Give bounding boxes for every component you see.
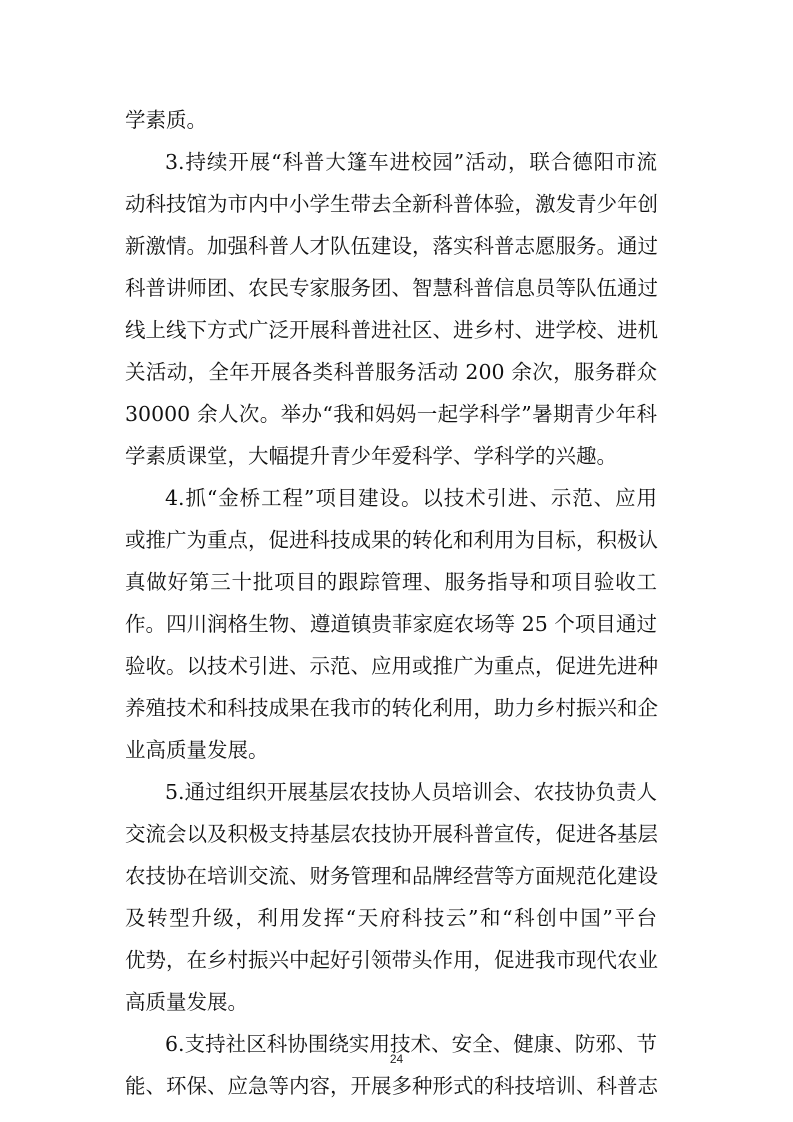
text-line: 及转型升级，利用发挥“天府科技云”和“科创中国”平台: [125, 906, 657, 930]
text-line: 科普讲师团、农民专家服务团、智慧科普信息员等队伍通过: [125, 276, 658, 300]
page-number: 24: [389, 1052, 404, 1066]
text-line: 高质量发展。: [125, 990, 248, 1014]
text-line: 学素质。: [125, 108, 207, 132]
text-line: 业高质量发展。: [125, 738, 269, 762]
text-line: 或推广为重点，促进科技成果的转化和利用为目标，积极认: [125, 528, 658, 552]
text-line: 优势，在乡村振兴中起好引领带头作用，促进我市现代农业: [125, 948, 658, 972]
text-line: 动科技馆为市内中小学生带去全新科普体验，激发青少年创: [125, 192, 658, 216]
text-line: 真做好第三十批项目的跟踪管理、服务指导和项目验收工: [125, 570, 657, 594]
text-line: 线上线下方式广泛开展科普进社区、进乡村、进学校、进机: [125, 318, 658, 342]
text-line: 学素质课堂，大幅提升青少年爱科学、学科学的兴趣。: [125, 444, 617, 468]
text-line: 关活动，全年开展各类科普服务活动 200 余次，服务群众: [125, 360, 657, 384]
text-line: 新激情。加强科普人才队伍建设，落实科普志愿服务。通过: [125, 234, 658, 258]
text-line: 养殖技术和科技成果在我市的转化利用，助力乡村振兴和企: [125, 696, 658, 720]
paragraph-4-start: 4.抓“金桥工程”项目建设。以技术引进、示范、应用: [165, 486, 657, 510]
paragraph-3-start: 3.持续开展“科普大篷车进校园”活动，联合德阳市流: [165, 150, 657, 174]
text-line: 能、环保、应急等内容，开展多种形式的科技培训、科普志: [125, 1074, 658, 1098]
text-line: 30000 余人次。举办“我和妈妈一起学科学”暑期青少年科: [125, 402, 657, 426]
text-line: 农技协在培训交流、财务管理和品牌经营等方面规范化建设: [125, 864, 658, 888]
text-line: 作。四川润格生物、遵道镇贵菲家庭农场等 25 个项目通过: [125, 612, 657, 636]
paragraph-6-start: 6.支持社区科协围绕实用技术、安全、健康、防邪、节: [165, 1032, 657, 1056]
paragraph-5-start: 5.通过组织开展基层农技协人员培训会、农技协负责人: [165, 780, 657, 804]
text-line: 验收。以技术引进、示范、应用或推广为重点，促进先进种: [125, 654, 658, 678]
text-line: 交流会以及积极支持基层农技协开展科普宣传，促进各基层: [125, 822, 658, 846]
